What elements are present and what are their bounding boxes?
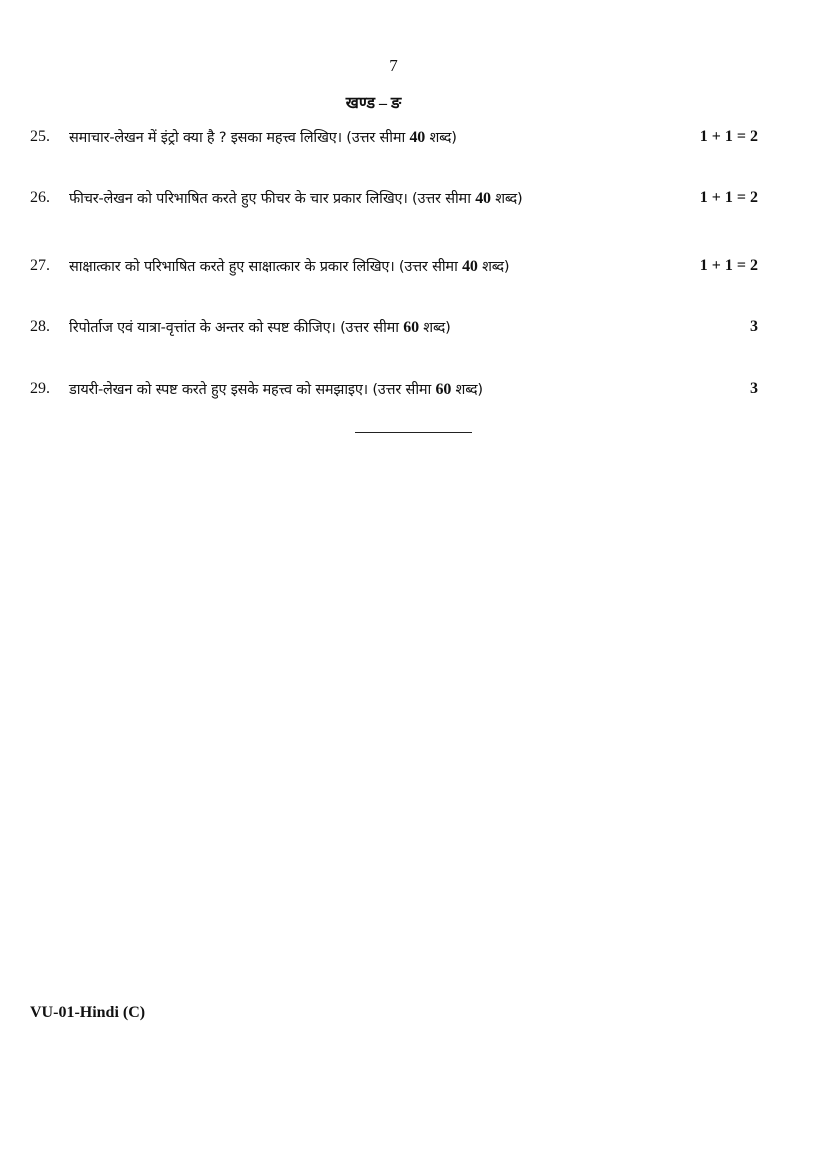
word-limit: 60 — [435, 381, 452, 398]
question-26 — [30, 187, 758, 209]
paper-code: VU-01-Hindi (C) — [30, 1004, 146, 1021]
question-text-end: शब्द) — [425, 130, 457, 146]
word-limit: 40 — [462, 258, 478, 275]
question-text-end: शब्द) — [451, 382, 483, 398]
question-25 — [30, 126, 758, 148]
question-marks: 1 + 1 = 2 — [699, 257, 758, 274]
question-marks: 3 — [750, 380, 758, 397]
question-number: 28. — [30, 318, 50, 335]
question-29 — [30, 378, 758, 400]
word-limit: 60 — [403, 319, 419, 336]
question-number: 25. — [30, 128, 50, 145]
word-limit: 40 — [475, 190, 491, 207]
question-text-main: फीचर-लेखन को परिभाषित करते हुए फीचर के चार प्रकार लिखिए। (उत्तर सीमा — [69, 191, 476, 207]
page-number: 7 — [389, 56, 398, 75]
question-text — [69, 317, 750, 337]
question-text-main: रिपोर्ताज एवं यात्रा-वृत्तांत के अन्तर को स्पष्ट कीजिए। (उत्तर सीमा — [69, 320, 404, 336]
section-title: खण्ड – ङ — [345, 95, 402, 112]
question-text — [69, 379, 750, 399]
question-marks: 3 — [750, 318, 758, 335]
question-text-main: समाचार-लेखन में इंट्रो क्या है ? इसका महत्त्व लिखिए। (उत्तर सीमा — [69, 130, 410, 146]
question-number: 27. — [30, 257, 50, 274]
question-27 — [30, 255, 758, 277]
question-text — [69, 127, 700, 147]
question-28 — [30, 316, 758, 338]
question-text — [69, 188, 700, 208]
question-text-end: शब्द) — [418, 320, 451, 336]
word-limit: 40 — [409, 129, 426, 146]
question-text-main: साक्षात्कार को परिभाषित करते हुए साक्षात्कार के प्रकार लिखिए। (उत्तर सीमा — [69, 259, 463, 275]
question-text-end: शब्द) — [490, 191, 523, 207]
question-text-main: डायरी-लेखन को स्पष्ट करते हुए इसके महत्त्व को समझाइए। (उत्तर सीमा — [69, 382, 436, 398]
end-of-section-rule — [355, 432, 472, 433]
question-marks: 1 + 1 = 2 — [699, 189, 758, 206]
question-number: 26. — [30, 189, 50, 206]
question-text-end: शब्द) — [477, 259, 510, 275]
question-number: 29. — [30, 380, 50, 397]
question-marks: 1 + 1 = 2 — [699, 128, 758, 145]
question-text — [69, 256, 700, 276]
